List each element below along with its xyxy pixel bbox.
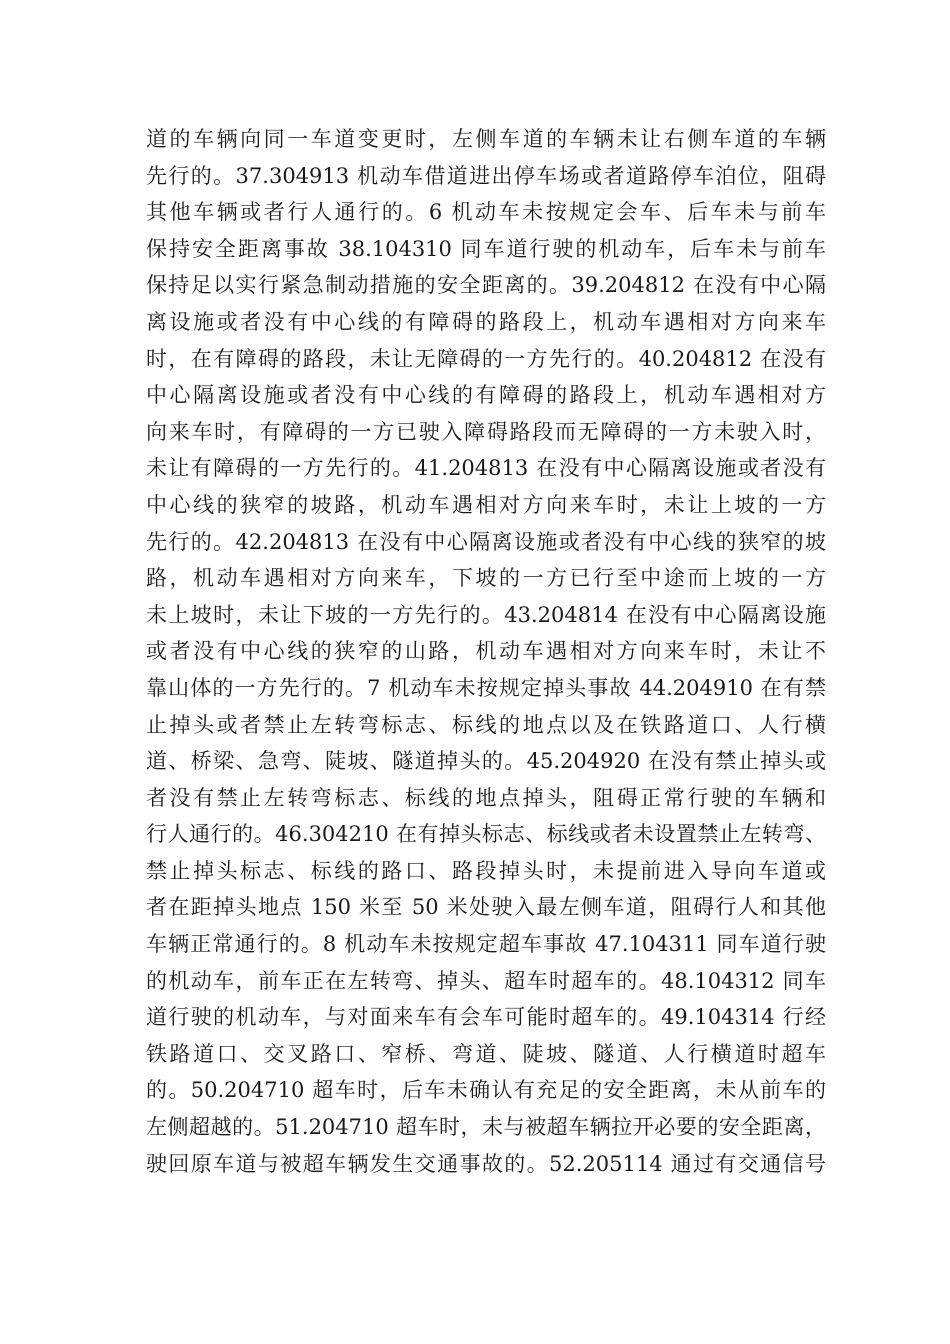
text-line: 其他车辆或者行人通行的。6 机动车未按规定会车、后车未与前车	[146, 200, 826, 225]
text-line: 禁止掉头标志、标线的路口、路段掉头时，未提前进入导向车道或	[146, 858, 826, 883]
text-line: 中心线的狭窄的坡路，机动车遇相对方向来车时，未让上坡的一方	[146, 492, 826, 517]
text-line: 道、桥梁、急弯、陡坡、隧道掉头的。45.204920 在没有禁止掉头或	[146, 749, 826, 774]
text-line: 未让有障碍的一方先行的。41.204813 在没有中心隔离设施或者没有	[146, 456, 826, 481]
text-line: 时，在有障碍的路段，未让无障碍的一方先行的。40.204812 在没有	[146, 346, 826, 371]
text-line: 止掉头或者禁止左转弯标志、标线的地点以及在铁路道口、人行横	[146, 712, 826, 737]
text-line: 先行的。42.204813 在没有中心隔离设施或者没有中心线的狭窄的坡	[146, 529, 826, 554]
text-line: 道的车辆向同一车道变更时，左侧车道的车辆未让右侧车道的车辆	[146, 127, 826, 151]
text-line: 先行的。37.304913 机动车借道进出停车场或者道路停车泊位，阻碍	[146, 163, 826, 188]
text-line: 行人通行的。46.304210 在有掉头标志、标线或者未设置禁止左转弯、	[146, 822, 826, 847]
text-line: 未上坡时，未让下坡的一方先行的。43.204814 在没有中心隔离设施	[146, 602, 826, 627]
text-line: 向来车时，有障碍的一方已驶入障碍路段而无障碍的一方未驶入时，	[146, 419, 826, 444]
text-line: 或者没有中心线的狭窄的山路，机动车遇相对方向来车时，未让不	[146, 639, 826, 664]
body-text	[146, 121, 826, 1182]
text-line: 的机动车，前车正在左转弯、掉头、超车时超车的。48.104312 同车	[146, 968, 826, 993]
text-line: 保持足以实行紧急制动措施的安全距离的。39.204812 在没有中心隔	[146, 273, 826, 298]
text-line: 者在距掉头地点 150 米至 50 米处驶入最左侧车道，阻碍行人和其他	[146, 895, 826, 920]
text-line: 靠山体的一方先行的。7 机动车未按规定掉头事故 44.204910 在有禁	[146, 675, 826, 700]
text-line: 道行驶的机动车，与对面来车有会车可能时超车的。49.104314 行经	[146, 1005, 826, 1030]
text-line: 中心隔离设施或者没有中心线的有障碍的路段上，机动车遇相对方	[146, 383, 826, 408]
text-line: 左侧超越的。51.204710 超车时，未与被超车辆拉开必要的安全距离，	[146, 1115, 826, 1140]
text-line: 驶回原车道与被超车辆发生交通事故的。52.205114 通过有交通信号	[146, 1151, 826, 1176]
text-line: 离设施或者没有中心线的有障碍的路段上，机动车遇相对方向来车	[146, 309, 826, 334]
text-line: 保持安全距离事故 38.104310 同车道行驶的机动车，后车未与前车	[146, 236, 826, 261]
text-line: 铁路道口、交叉路口、窄桥、弯道、陡坡、隧道、人行横道时超车	[146, 1041, 826, 1066]
text-line: 的。50.204710 超车时，后车未确认有充足的安全距离，未从前车的	[146, 1078, 826, 1103]
text-line: 车辆正常通行的。8 机动车未按规定超车事故 47.104311 同车道行驶	[146, 932, 826, 957]
text-line: 者没有禁止左转弯标志、标线的地点掉头，阻碍正常行驶的车辆和	[146, 785, 826, 810]
text-line: 路，机动车遇相对方向来车，下坡的一方已行至中途而上坡的一方	[146, 566, 826, 591]
